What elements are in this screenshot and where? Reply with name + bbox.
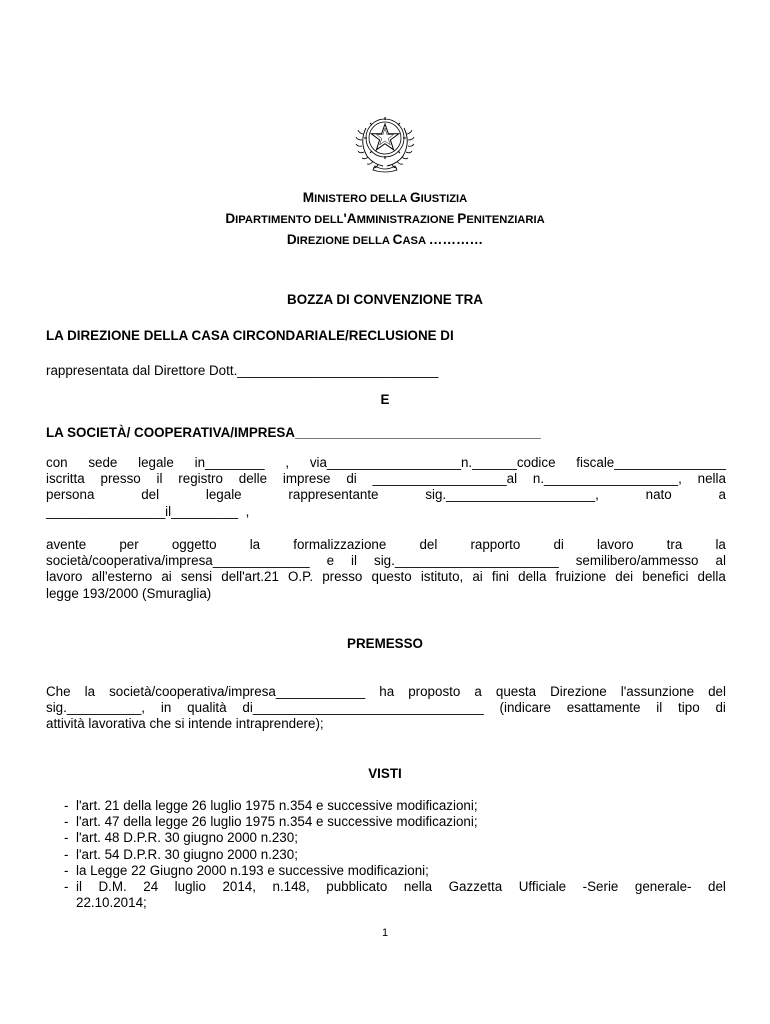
word: avente (46, 537, 87, 552)
word: lavoro (46, 569, 83, 585)
word: di (346, 471, 357, 487)
word: Che (46, 684, 71, 699)
word: in________ (194, 455, 265, 470)
word: questo (371, 569, 412, 585)
word: persona (46, 487, 95, 503)
word: rapporto (470, 537, 521, 552)
word: il (351, 553, 357, 569)
visti-last-line-1 (76, 879, 726, 895)
party-two-heading: LA SOCIETÀ/ COOPERATIVA/IMPRESA_________________________________ (46, 425, 541, 440)
premesso-paragraph (46, 684, 726, 733)
word: la (84, 684, 96, 699)
company-details-paragraph (46, 455, 726, 520)
premesso-line-3: attività lavorativa che si intende intraprendere); (46, 716, 324, 732)
word: questa (495, 684, 537, 699)
object-paragraph (46, 537, 726, 602)
word: fini (491, 569, 510, 585)
word: pubblicato (326, 879, 388, 895)
word: dei (615, 569, 634, 585)
word: luglio (174, 879, 206, 895)
visti-item: - la Legge 22 Giugno 2000 n.193 e successive modificazioni; (64, 862, 429, 878)
word: 2014, (222, 879, 256, 895)
document-title: BOZZA DI CONVENZIONE TRA (287, 292, 483, 307)
word: -Serie (582, 879, 619, 895)
word: la (249, 537, 261, 552)
visti-heading: VISTI (368, 766, 402, 781)
visti-item: - l'art. 48 D.P.R. 30 giugno 2000 n.230; (64, 830, 298, 846)
word: sig.____________________, (425, 487, 599, 503)
visti-list (46, 798, 726, 911)
premesso-line-2 (46, 700, 726, 716)
company-line-2 (46, 471, 726, 487)
company-line-1 (46, 455, 726, 471)
visti-item: - l'art. 54 D.P.R. 30 giugno 2000 n.230; (64, 846, 298, 862)
word: legale (205, 487, 242, 503)
word: fruizione (555, 569, 607, 585)
word: sig.__________, (46, 700, 146, 716)
word: semilibero/ammesso (575, 553, 699, 569)
company-line-3 (46, 487, 726, 503)
word: del (141, 487, 160, 503)
word: la (715, 537, 726, 552)
word: società/cooperativa/impresa_____________ (46, 553, 310, 569)
word: nella (697, 471, 726, 487)
visti-item: - l'art. 21 della legge 26 luglio 1975 n.354 e successive modificazioni; (64, 798, 478, 813)
word: ha (379, 684, 395, 699)
word: di (553, 537, 564, 552)
word: in (160, 700, 172, 716)
word: del (419, 537, 438, 552)
premesso-line-1 (46, 684, 726, 700)
word: oggetto (171, 537, 217, 552)
visti-item: - il D.M. 24 luglio 2014, n.148, pubblicato nella Gazzetta Ufficiale -Serie generale- del 22.10.2014; (64, 879, 726, 911)
word: l'assunzione (620, 684, 695, 699)
word: istituto, (420, 569, 464, 585)
word: rappresentante (288, 487, 379, 503)
word: Gazzetta (448, 879, 503, 895)
word: registro (178, 471, 223, 487)
word: nella (403, 879, 433, 895)
word: a (474, 684, 482, 699)
word: 24 (143, 879, 159, 895)
visti-item: - l'art. 47 della legge 26 luglio 1975 n.354 e successive modificazioni; (64, 814, 478, 830)
direction-line: DIREZIONE DELLA CASA ………… (286, 232, 484, 247)
conjunction-e: E (380, 392, 390, 407)
word: ai (161, 569, 172, 585)
italian-republic-emblem-icon (353, 106, 417, 174)
word: per (119, 537, 139, 552)
word: (indicare (499, 700, 551, 716)
word: ai (472, 569, 483, 585)
word: Direzione (550, 684, 607, 699)
word: della (518, 569, 547, 585)
word: D.M. (98, 879, 127, 895)
word: società/cooperativa/impresa____________ (109, 684, 366, 699)
word: fiscale_______________ (576, 455, 726, 470)
object-line-1 (46, 537, 726, 553)
word: O.P. (288, 569, 314, 585)
word: tra (666, 537, 683, 552)
company-line-4: ________________il_________ , (46, 503, 250, 519)
page-number: 1 (381, 927, 389, 939)
word: di (715, 700, 726, 716)
word: iscritta (46, 471, 85, 487)
word: delle (238, 471, 268, 487)
department-line: DIPARTIMENTO DELL'AMMINISTRAZIONE PENITENZIARIA (225, 211, 545, 226)
word: a (718, 487, 726, 503)
word: proposto (408, 684, 461, 699)
word: del (708, 684, 726, 699)
word: , (285, 455, 290, 470)
word: sensi (180, 569, 213, 585)
word: n.__________________, (532, 471, 682, 487)
word: di_______________________________ (242, 700, 484, 716)
word: nato (645, 487, 672, 503)
word: via__________________n.______codice (309, 455, 556, 470)
word: imprese (282, 471, 331, 487)
word: con (46, 455, 68, 470)
word: generale- (634, 879, 692, 895)
word: il (76, 879, 82, 895)
visti-last-line-2: 22.10.2014; (76, 895, 147, 911)
object-line-2 (46, 553, 726, 569)
word: del (708, 879, 726, 895)
ministry-header (0, 188, 770, 251)
word: esattamente (566, 700, 641, 716)
word: n.148, (272, 879, 310, 895)
word: __________________al (372, 471, 518, 487)
word: presso (322, 569, 363, 585)
object-line-3 (46, 569, 726, 585)
party-one-heading: LA DIREZIONE DELLA CASA CIRCONDARIALE/RECLUSIONE DI (46, 328, 454, 343)
word: sig.______________________ (374, 553, 559, 569)
word: qualità (187, 700, 227, 716)
word: Ufficiale (518, 879, 567, 895)
premesso-heading: PREMESSO (347, 636, 423, 651)
word: tipo (678, 700, 700, 716)
word: e (326, 553, 335, 569)
word: formalizzazione (293, 537, 387, 552)
word: legale (138, 455, 174, 470)
word: all'esterno (91, 569, 153, 585)
word: sede (88, 455, 118, 470)
word: presso (100, 471, 141, 487)
word: il (656, 700, 663, 716)
object-line-4: legge 193/2000 (Smuraglia) (46, 585, 212, 601)
word: al (715, 553, 726, 569)
represented-by-field: rappresentata dal Direttore Dott.___________________________ (46, 363, 439, 378)
ministry-line: MINISTERO DELLA GIUSTIZIA (302, 190, 468, 205)
word: lavoro (597, 537, 634, 552)
word: benefici (642, 569, 689, 585)
word: dell'art.21 (221, 569, 279, 585)
word: della (697, 569, 726, 585)
word: il (156, 471, 163, 487)
